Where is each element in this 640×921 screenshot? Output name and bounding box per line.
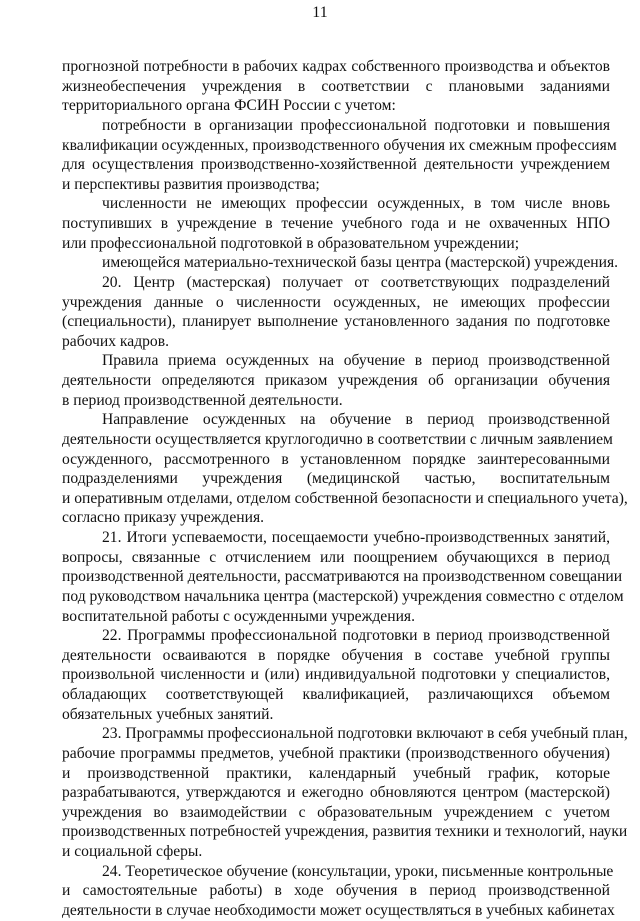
paragraph bbox=[62, 57, 610, 116]
text-line: разрабатываются, утверждаются и ежегодно обновляются центром (мастерской) bbox=[62, 784, 610, 802]
text-line: деятельности определяются приказом учреждения об организации обучения bbox=[62, 372, 610, 389]
text-line: подразделениями учреждения (медицинской частью, воспитательным bbox=[62, 470, 610, 488]
text-line: обязательных учебных занятий. bbox=[62, 705, 274, 723]
text-line: деятельности осваиваются в порядке обучения в составе учебной группы bbox=[62, 646, 610, 664]
text-line: квалификации осужденных, производственного обучения их смежным профессиям bbox=[62, 136, 617, 154]
text-line: учреждения во взаимодействии с образовательным учреждением с учетом bbox=[62, 803, 610, 821]
paragraph bbox=[62, 626, 610, 724]
text-line: Направление осужденных на обучение в период производственной bbox=[102, 411, 610, 429]
paragraph bbox=[62, 273, 610, 352]
text-line: и социальной сферы. bbox=[62, 843, 203, 860]
text-line: потребности в организации профессиональной подготовки и повышения bbox=[102, 116, 610, 134]
text-line: обладающих соответствующей квалификацией, различающихся объемом bbox=[62, 686, 610, 703]
page-number: 11 bbox=[312, 4, 328, 21]
text-line: прогнозной потребности в рабочих кадрах собственного производства и объектов bbox=[62, 58, 610, 75]
text-line: 21. Итоги успеваемости, посещаемости учебно-производственных занятий, bbox=[102, 529, 610, 546]
text-line: воспитательной работы с осужденными учреждения. bbox=[62, 607, 415, 625]
text-line: и оперативным отделами, отделом собственной безопасности и специального учета), bbox=[62, 489, 628, 507]
text-line: имеющейся материально-технической базы центра (мастерской) учреждения. bbox=[102, 254, 619, 272]
text-line: согласно приказу учреждения. bbox=[62, 509, 265, 527]
text-line: производственных потребностей учреждения, развития техники и технологий, науки bbox=[62, 823, 628, 841]
paragraph bbox=[62, 724, 628, 861]
text-line: 22. Программы профессиональной подготовки в период производственной bbox=[102, 627, 610, 645]
text-line: 23. Программы профессиональной подготовки включают в себя учебный план, bbox=[102, 725, 628, 743]
paragraph bbox=[62, 116, 617, 195]
text-line: 24. Теоретическое обучение (консультации, уроки, письменные контрольные bbox=[102, 862, 614, 880]
text-line: поступивших в учреждение в течение учебного года и не охваченных НПО bbox=[62, 215, 610, 232]
text-line: рабочих кадров. bbox=[62, 332, 169, 350]
text-line: учреждения данные о численности осужденных, не имеющих профессии bbox=[62, 293, 610, 311]
text-line: или профессиональной подготовкой в образовательном учреждении; bbox=[62, 234, 520, 252]
text-line: вопросы, связанные с отчислением или поощрением обучающихся в период bbox=[62, 548, 610, 566]
paragraph bbox=[62, 194, 610, 253]
text-line: в период производственной деятельности. bbox=[62, 391, 343, 409]
paragraph bbox=[62, 410, 628, 528]
paragraph bbox=[62, 528, 624, 626]
text-line: численности не имеющих профессии осужденных, в том числе вновь bbox=[102, 195, 610, 213]
text-line: (специальности), планирует выполнение установленного задания по подготовке bbox=[62, 313, 610, 331]
text-line: и перспективы развития производства; bbox=[62, 175, 320, 193]
text-line: территориального органа ФСИН России с учетом: bbox=[62, 97, 396, 115]
paragraph bbox=[62, 862, 615, 921]
text-line: и самостоятельные работы) в ходе обучения в период производственной bbox=[62, 882, 610, 900]
text-line: производственной деятельности, рассматриваются на производственном совещании bbox=[62, 568, 623, 586]
document-body bbox=[62, 57, 628, 921]
text-line: осужденного, рассмотренного в установленном порядке заинтересованными bbox=[62, 450, 610, 468]
text-line: жизнеобеспечения учреждения в соответствии с плановыми заданиями bbox=[62, 77, 610, 95]
text-line: деятельности осуществляется круглогодично в соответствии с личным заявлением bbox=[62, 430, 613, 448]
text-line: для осуществления производственно-хозяйственной деятельности учреждением bbox=[62, 156, 610, 174]
text-line: произвольной численности и (или) индивидуальной подготовки у специалистов, bbox=[62, 666, 610, 684]
text-line: деятельности в случае необходимости может осуществляться в учебных кабинетах bbox=[62, 901, 615, 919]
text-line: рабочие программы предметов, учебной практики (производственного обучения) bbox=[62, 744, 610, 762]
text-line: и производственной практики, календарный учебный график, которые bbox=[62, 764, 610, 782]
paragraph bbox=[62, 253, 619, 273]
text-line: Правила приема осужденных на обучение в период производственной bbox=[102, 352, 610, 370]
text-line: 20. Центр (мастерская) получает от соответствующих подразделений bbox=[102, 273, 610, 291]
text-line: под руководством начальника центра (мастерской) учреждения совместно с отделом bbox=[62, 587, 624, 605]
paragraph bbox=[62, 351, 610, 410]
